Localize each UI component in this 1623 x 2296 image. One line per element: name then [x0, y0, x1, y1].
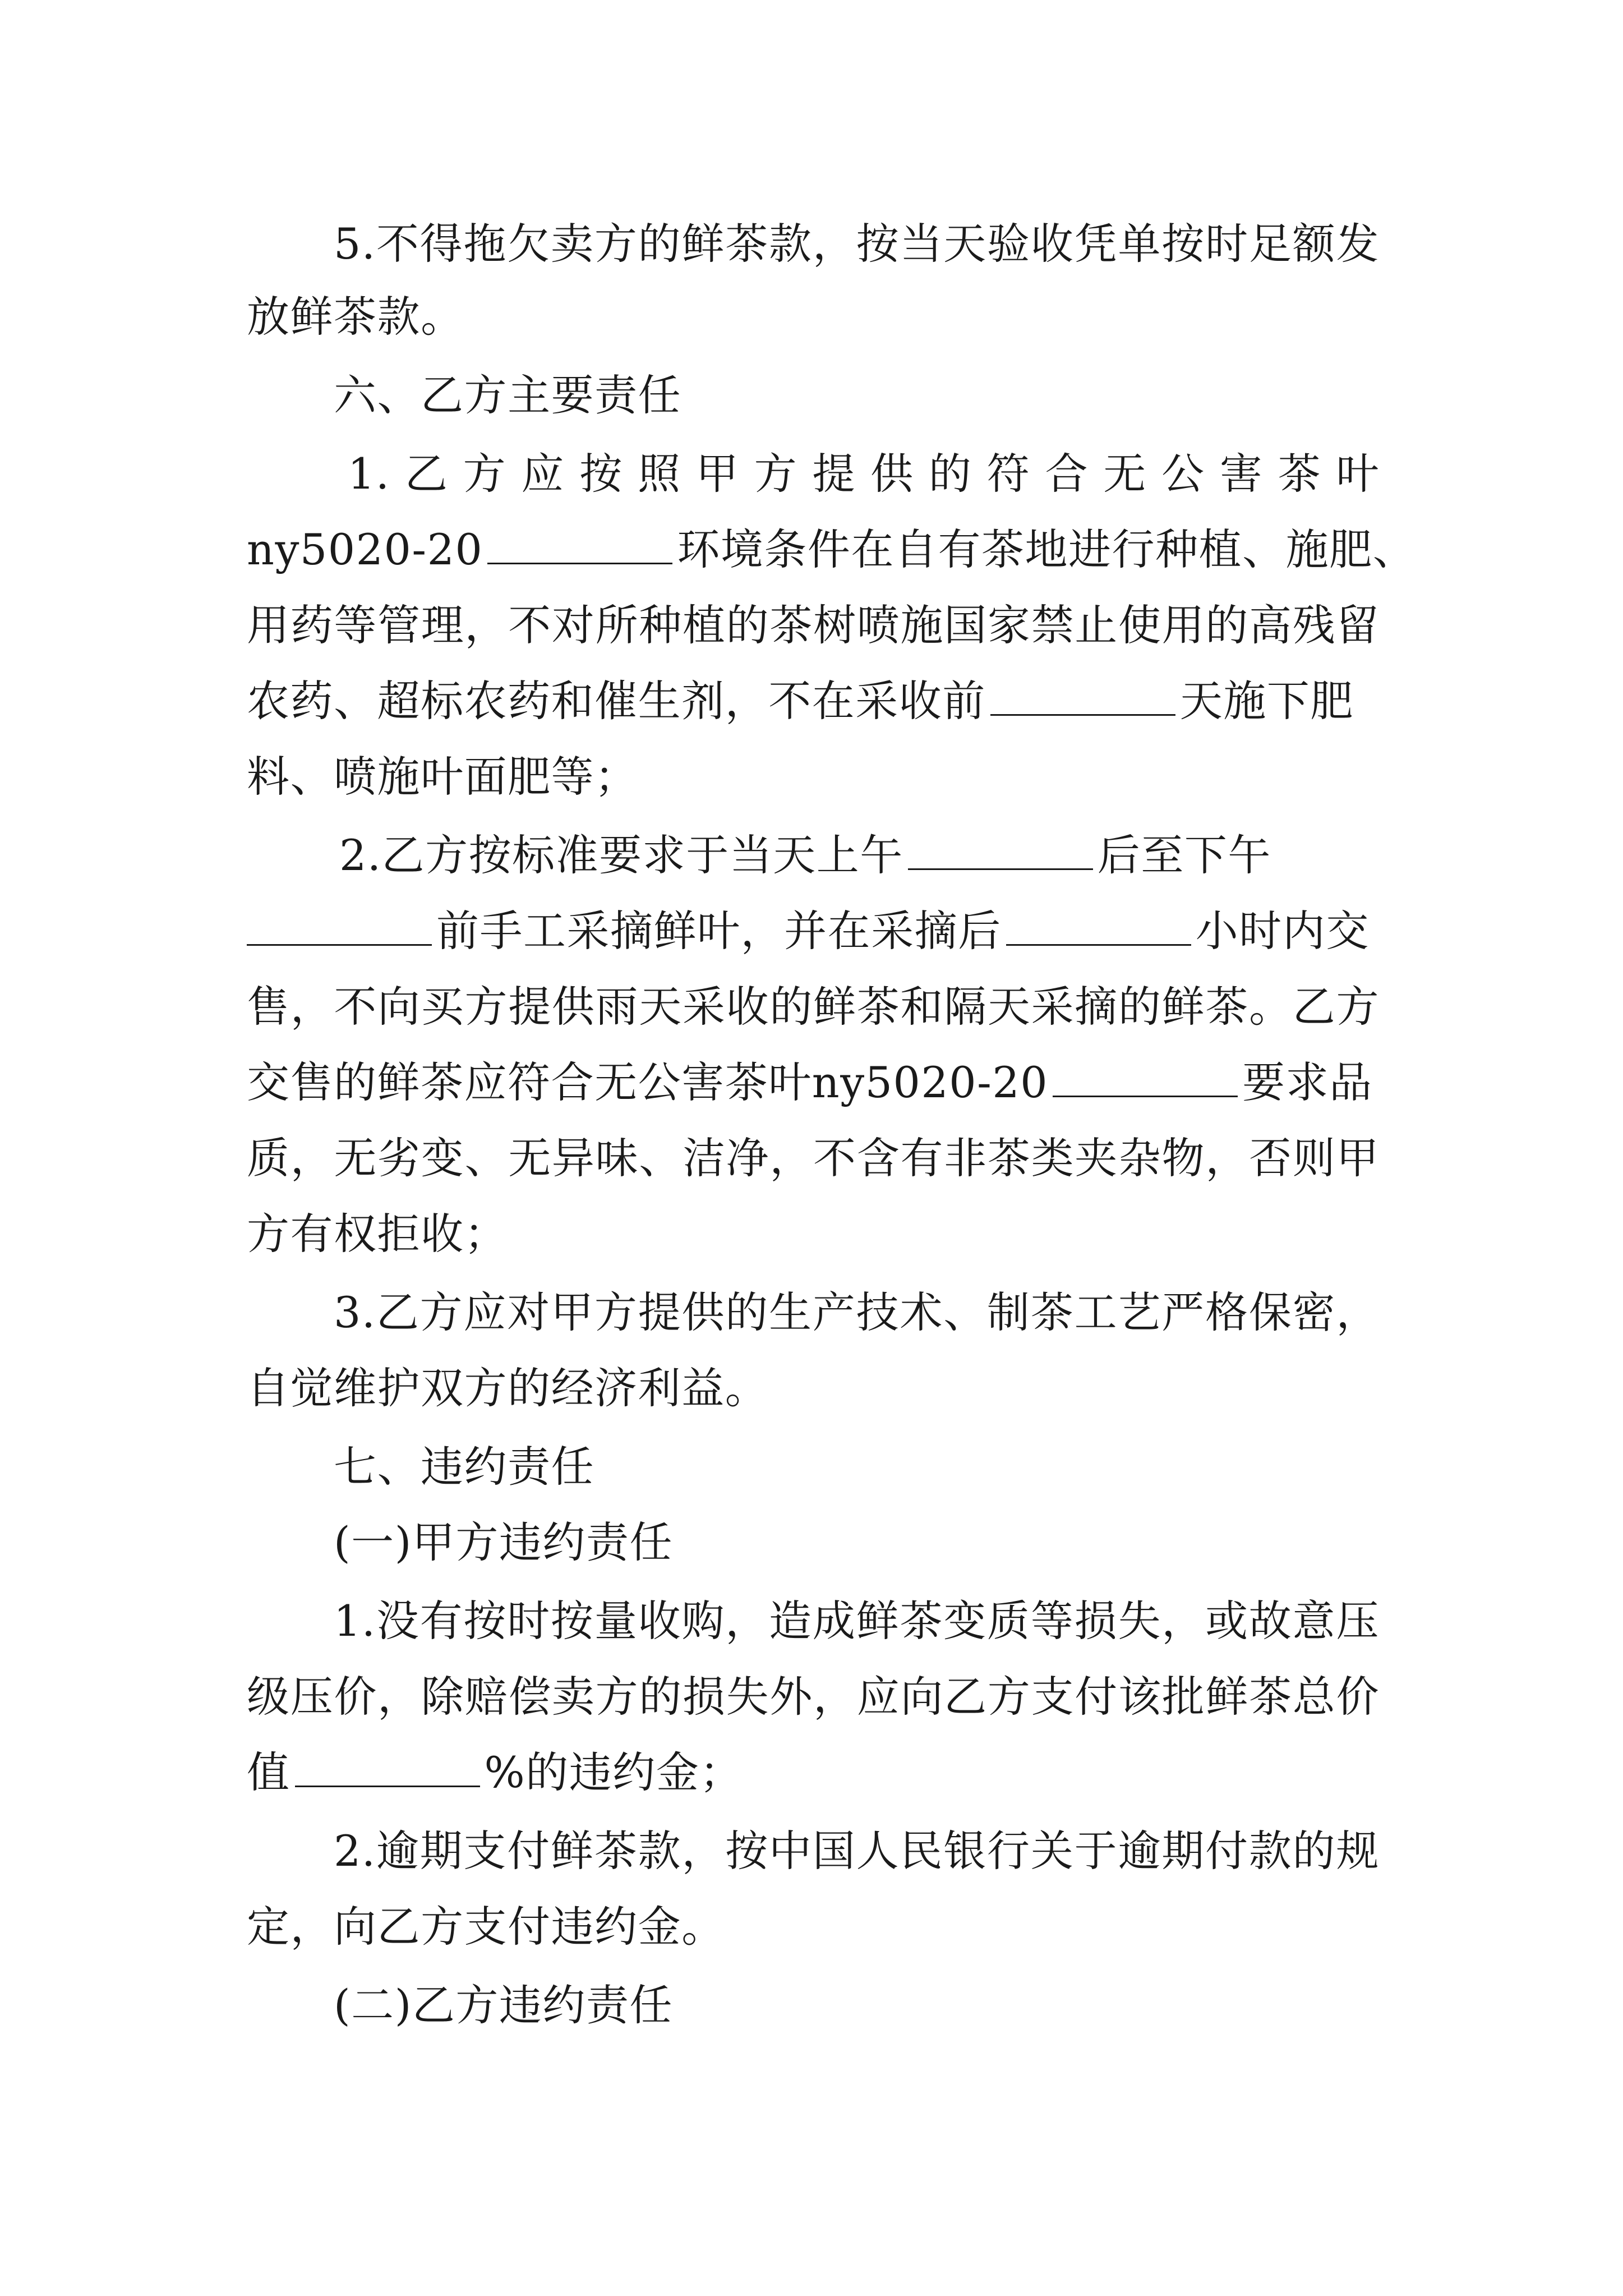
- clause-5-line-2: 放鲜茶款。: [247, 292, 464, 342]
- clause-7-1-1-line-2: 级压价，除赔偿卖方的损失外，应向乙方支付该批鲜茶总价: [247, 1672, 1380, 1722]
- clause-6-1-line-3: 用药等管理，不对所种植的茶树喷施国家禁止使用的高残留: [247, 600, 1380, 650]
- fill-blank[interactable]: [908, 828, 1093, 870]
- clause-7-1-1-line-1: 1.没有按时按量收购，造成鲜茶变质等损失，或故意压: [334, 1596, 1380, 1646]
- fill-blank[interactable]: [990, 674, 1175, 716]
- clause-7-1-2-line-1: 2.逾期支付鲜茶款，按中国人民银行关于逾期付款的规: [334, 1826, 1380, 1876]
- clause-6-1-line-5: 料、喷施叶面肥等；: [247, 752, 638, 802]
- clause-6-2-line-4: 交售的鲜茶应符合无公害茶叶ny5020-20 要求品: [247, 1046, 1380, 1119]
- clause-6-2-line-2: 前手工采摘鲜叶，并在采摘后 小时内交: [247, 895, 1380, 968]
- clause-6-2-line-5: 质，无劣变、无异味、洁净，不含有非茶类夹杂物，否则甲: [247, 1133, 1380, 1183]
- document-page: [247, 0, 1417, 2296]
- clause-6-2-line-6: 方有权拒收；: [247, 1209, 508, 1259]
- clause-6-3-line-1: 3.乙方应对甲方提供的生产技术、制茶工艺严格保密，: [334, 1287, 1380, 1337]
- clause-6-2-line-1: 2.乙方按标准要求于当天上午 后至下午: [247, 819, 1380, 892]
- section-heading-6: 六、乙方主要责任: [334, 370, 682, 420]
- clause-6-1-line-2: ny5020-20 环境条件在自有茶地进行种植、施肥、: [247, 513, 1380, 586]
- fill-blank[interactable]: [1006, 904, 1191, 946]
- clause-7-1-1-line-3: 值 %的违约金；: [247, 1736, 1380, 1809]
- fill-blank[interactable]: [1053, 1055, 1238, 1097]
- subsection-heading-7-2: (二)乙方违约责任: [334, 1980, 673, 2030]
- clause-6-1-line-1: 1.乙方应按照甲方提供的符合无公害茶叶: [348, 449, 1380, 499]
- clause-6-2-line-3: 售，不向买方提供雨天采收的鲜茶和隔天采摘的鲜茶。乙方: [247, 982, 1380, 1032]
- fill-blank[interactable]: [487, 522, 672, 564]
- fill-blank[interactable]: [295, 1745, 480, 1787]
- clause-6-1-line-4: 农药、超标农药和催生剂，不在采收前 天施下肥: [247, 665, 1380, 738]
- clause-7-1-2-line-2: 定，向乙方支付违约金。: [247, 1902, 725, 1952]
- fill-blank[interactable]: [247, 904, 432, 946]
- subsection-heading-7-1: (一)甲方违约责任: [334, 1517, 673, 1567]
- clause-6-3-line-2: 自觉维护双方的经济利益。: [247, 1363, 769, 1413]
- clause-5-line-1: 5.不得拖欠卖方的鲜茶款，按当天验收凭单按时足额发: [334, 219, 1380, 269]
- section-heading-7: 七、违约责任: [334, 1442, 595, 1492]
